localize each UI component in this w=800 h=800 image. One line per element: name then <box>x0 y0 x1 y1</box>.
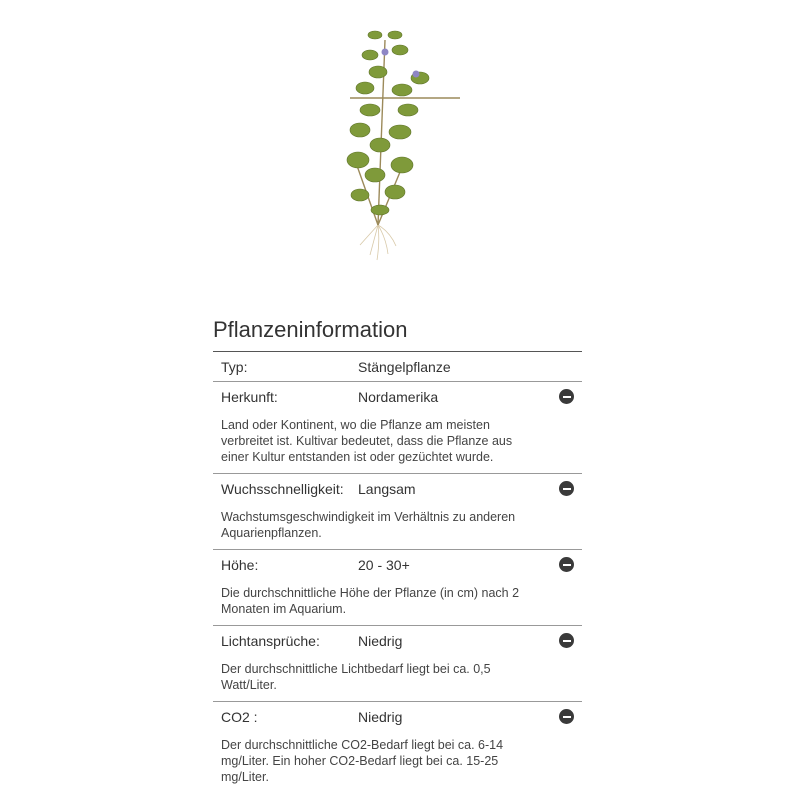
info-row-origin <box>213 382 582 474</box>
info-row-height <box>213 550 582 626</box>
row-description: Der durchschnittliche Lichtbedarf liegt bei ca. 0,5 Watt/Liter. <box>221 662 491 692</box>
row-description: Land oder Kontinent, wo die Pflanze am meisten verbreitet ist. Kultivar bedeutet, dass die Pflanze aus einer Kultur entstanden ist oder gezüchtet wurde. <box>221 418 513 464</box>
plant-info-section <box>213 316 582 793</box>
row-label: Höhe: <box>221 556 259 573</box>
row-description: Der durchschnittliche CO2-Bedarf liegt bei ca. 6-14 mg/Liter. Ein hoher CO2-Bedarf liegt bei ca. 15-25 mg/Liter. <box>221 738 504 784</box>
row-value: Niedrig <box>358 708 403 725</box>
row-value: Langsam <box>358 480 416 497</box>
row-value: Stängelpflanze <box>358 358 451 375</box>
row-label: CO2 : <box>221 708 258 725</box>
row-value: Nordamerika <box>358 388 439 405</box>
section-title: Pflanzeninformation <box>213 317 408 342</box>
collapse-icon[interactable] <box>559 557 574 572</box>
plant-illustration <box>330 10 480 270</box>
info-row-co2 <box>213 702 582 793</box>
collapse-icon[interactable] <box>559 633 574 648</box>
row-label: Herkunft: <box>221 388 278 405</box>
collapse-icon[interactable] <box>559 709 574 724</box>
row-label: Typ: <box>221 358 248 375</box>
row-label: Wuchsschnelligkeit: <box>221 480 344 497</box>
collapse-icon[interactable] <box>559 481 574 496</box>
row-description: Die durchschnittliche Höhe der Pflanze (in cm) nach 2 Monaten im Aquarium. <box>221 586 520 616</box>
info-row-light <box>213 626 582 702</box>
info-row-type <box>213 352 582 382</box>
row-description: Wachstumsgeschwindigkeit im Verhältnis zu anderen Aquarienpflanzen. <box>221 510 516 540</box>
row-value: 20 - 30+ <box>358 556 410 573</box>
row-label: Lichtansprüche: <box>221 632 320 649</box>
collapse-icon[interactable] <box>559 389 574 404</box>
plant-info-table <box>213 351 582 793</box>
row-value: Niedrig <box>358 632 403 649</box>
info-row-growth <box>213 474 582 550</box>
